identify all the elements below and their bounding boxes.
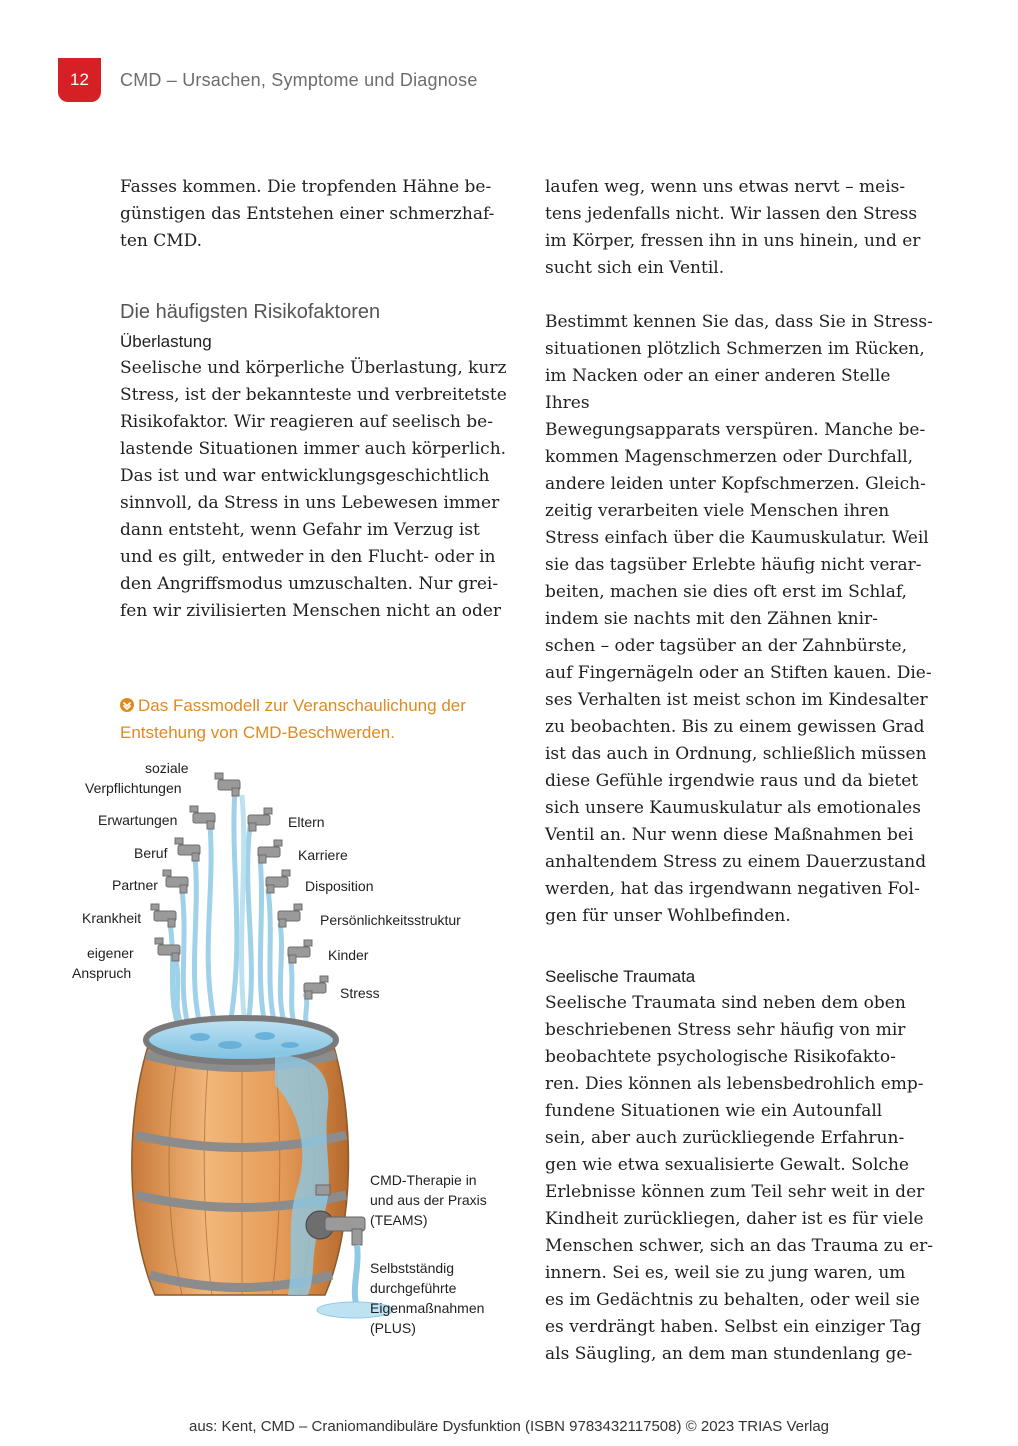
- text-line: ren. Dies können als lebensbedrohlich emp-: [545, 1074, 924, 1094]
- text-line: andere leiden unter Kopfschmerzen. Gleich-: [545, 474, 926, 494]
- text-line: Bestimmt kennen Sie das, dass Sie in Stress-: [545, 312, 933, 332]
- caption-line: Das Fassmodell zur Veranschaulichung der: [138, 696, 466, 715]
- subheading-traumata: Seelische Traumata: [545, 967, 696, 986]
- text-line: ses Verhalten ist meist schon im Kindesalter: [545, 690, 928, 710]
- label-stress: Stress: [340, 985, 380, 1001]
- label-line: (TEAMS): [370, 1212, 428, 1228]
- continuation-paragraph: [545, 174, 940, 282]
- label-beruf: Beruf: [134, 845, 168, 861]
- text-line: den Angriffsmodus umzuschalten. Nur grei-: [120, 574, 499, 594]
- text-line: Risikofaktor. Wir reagieren auf seelisch be-: [120, 412, 493, 432]
- text-line: zu beobachten. Bis zu einem gewissen Grad: [545, 717, 925, 737]
- footer-citation: aus: Kent, CMD – Craniomandibuläre Dysfunktion (ISBN 9783432117508) © 2023 TRIAS Verlag: [188, 1418, 830, 1435]
- text-line: laufen weg, wenn uns etwas nervt – meis-: [545, 177, 906, 197]
- intro-paragraph: [120, 174, 510, 255]
- traumata-paragraph: [545, 990, 940, 1368]
- text-line: anhaltendem Stress zu einem Dauerzustand: [545, 852, 927, 872]
- text-line: als Säugling, an dem man stundenlang ge-: [545, 1344, 913, 1364]
- text-line: Fasses kommen. Die tropfenden Hähne be-: [120, 177, 492, 197]
- text-line: Ventil an. Nur wenn diese Maßnahmen bei: [545, 825, 914, 845]
- text-line: beschriebenen Stress sehr häufig von mir: [545, 1020, 906, 1040]
- text-line: Erlebnisse können zum Teil sehr weit in der: [545, 1182, 925, 1202]
- text-line: ist das auch in Ordnung, schließlich müssen: [545, 744, 927, 764]
- chevron-down-icon: [120, 698, 134, 712]
- label-anspruch: Anspruch: [72, 965, 132, 981]
- text-line: situationen plötzlich Schmerzen im Rücken,: [545, 339, 925, 359]
- text-line: Seelische Traumata sind neben dem oben: [545, 993, 906, 1013]
- text-line: Seelische und körperliche Überlastung, kurz: [120, 358, 507, 378]
- text-line: und es gilt, entweder in den Flucht- oder in: [120, 547, 496, 567]
- label-line: durchgeführte: [370, 1280, 457, 1296]
- label-kinder: Kinder: [328, 947, 369, 963]
- text-line: beobachtete psychologische Risikofakto-: [545, 1047, 896, 1067]
- text-line: günstigen das Entstehen einer schmerzhaf-: [120, 204, 495, 224]
- text-line: beiten, machen sie dies oft erst im Schlaf,: [545, 582, 907, 602]
- label-eltern: Eltern: [288, 814, 325, 830]
- text-line: es im Gedächtnis zu behalten, oder weil sie: [545, 1290, 920, 1310]
- subheading-ueberlastung: Überlastung: [120, 332, 212, 351]
- text-line: fundene Situationen wie ein Autounfall: [545, 1101, 883, 1121]
- label-line: und aus der Praxis: [370, 1192, 487, 1208]
- text-line: gen für unser Wohlbefinden.: [545, 906, 791, 926]
- text-line: indem sie nachts mit den Zähnen knir-: [545, 609, 878, 629]
- label-cmd-therapie: [370, 1170, 510, 1230]
- label-line: CMD-Therapie in: [370, 1172, 477, 1188]
- label-line: Eigenmaßnahmen: [370, 1300, 485, 1316]
- label-karriere: Karriere: [298, 847, 348, 863]
- label-partner: Partner: [112, 877, 158, 893]
- label-verpflichtungen: Verpflichtungen: [85, 780, 182, 796]
- text-line: ten CMD.: [120, 231, 203, 251]
- ueberlastung-paragraph: [120, 355, 510, 625]
- text-line: tens jedenfalls nicht. Wir lassen den Stress: [545, 204, 918, 224]
- text-line: Menschen schwer, sich an das Trauma zu er-: [545, 1236, 934, 1256]
- label-disposition: Disposition: [305, 878, 374, 894]
- text-line: dann entsteht, wenn Gefahr im Verzug ist: [120, 520, 480, 540]
- section-title: Die häufigsten Risikofaktoren: [120, 301, 381, 323]
- text-line: schen – oder tagsüber an der Zahnbürste,: [545, 636, 907, 656]
- text-line: im Körper, fressen ihn in uns hinein, und er: [545, 231, 921, 251]
- barrel: [132, 1018, 393, 1318]
- running-title: CMD – Ursachen, Symptome und Diagnose: [120, 70, 478, 90]
- barrel-model-figure: [70, 755, 510, 1355]
- text-line: Bewegungsapparats verspüren. Manche be-: [545, 420, 926, 440]
- left-column: [120, 174, 510, 625]
- text-line: sinnvoll, da Stress in uns Lebewesen immer: [120, 493, 500, 513]
- label-eigenmassnahmen: [370, 1258, 510, 1338]
- text-line: kommen Magenschmerzen oder Durchfall,: [545, 447, 914, 467]
- label-soziale: soziale: [145, 760, 189, 776]
- label-persoenlichkeitsstruktur: Persönlichkeitsstruktur: [320, 912, 461, 928]
- page-number: 12: [58, 58, 101, 102]
- text-line: lastende Situationen immer auch körperlich.: [120, 439, 507, 459]
- text-line: es verdrängt haben. Selbst ein einziger Tag: [545, 1317, 922, 1337]
- label-line: (PLUS): [370, 1320, 416, 1336]
- right-column: [545, 174, 940, 1368]
- text-line: Das ist und war entwicklungsgeschichtlich: [120, 466, 490, 486]
- text-line: Stress, ist der bekannteste und verbreitetste: [120, 385, 507, 405]
- figure-caption: [120, 692, 520, 746]
- label-krankheit: Krankheit: [82, 910, 142, 926]
- text-line: innern. Sei es, weil sie zu jung waren, um: [545, 1263, 906, 1283]
- text-line: sucht sich ein Ventil.: [545, 258, 725, 278]
- caption-line: Entstehung von CMD-Beschwerden.: [120, 723, 395, 742]
- label-eigener: eigener: [87, 945, 134, 961]
- label-line: Selbstständig: [370, 1260, 455, 1276]
- text-line: diese Gefühle irgendwie raus und da bietet: [545, 771, 919, 791]
- label-erwartungen: Erwartungen: [98, 812, 178, 828]
- text-line: fen wir zivilisierten Menschen nicht an oder: [120, 601, 502, 621]
- text-line: gen wie etwa sexualisierte Gewalt. Solche: [545, 1155, 909, 1175]
- text-line: sich unsere Kaumuskulatur als emotionales: [545, 798, 921, 818]
- text-line: im Nacken oder an einer anderen Stelle Ihres: [545, 366, 891, 413]
- text-line: auf Fingernägeln oder an Stiften kauen. Die-: [545, 663, 932, 683]
- text-line: zeitig verarbeiten viele Menschen ihren: [545, 501, 890, 521]
- text-line: Kindheit zurückliegen, daher ist es für viele: [545, 1209, 924, 1229]
- text-line: Stress einfach über die Kaumuskulatur. Weil: [545, 528, 929, 548]
- text-line: sie das tagsüber Erlebte häufig nicht verar-: [545, 555, 922, 575]
- text-line: werden, hat das irgendwann negativen Fol-: [545, 879, 920, 899]
- text-line: sein, aber auch zurückliegende Erfahrun-: [545, 1128, 905, 1148]
- stress-paragraph: [545, 309, 940, 930]
